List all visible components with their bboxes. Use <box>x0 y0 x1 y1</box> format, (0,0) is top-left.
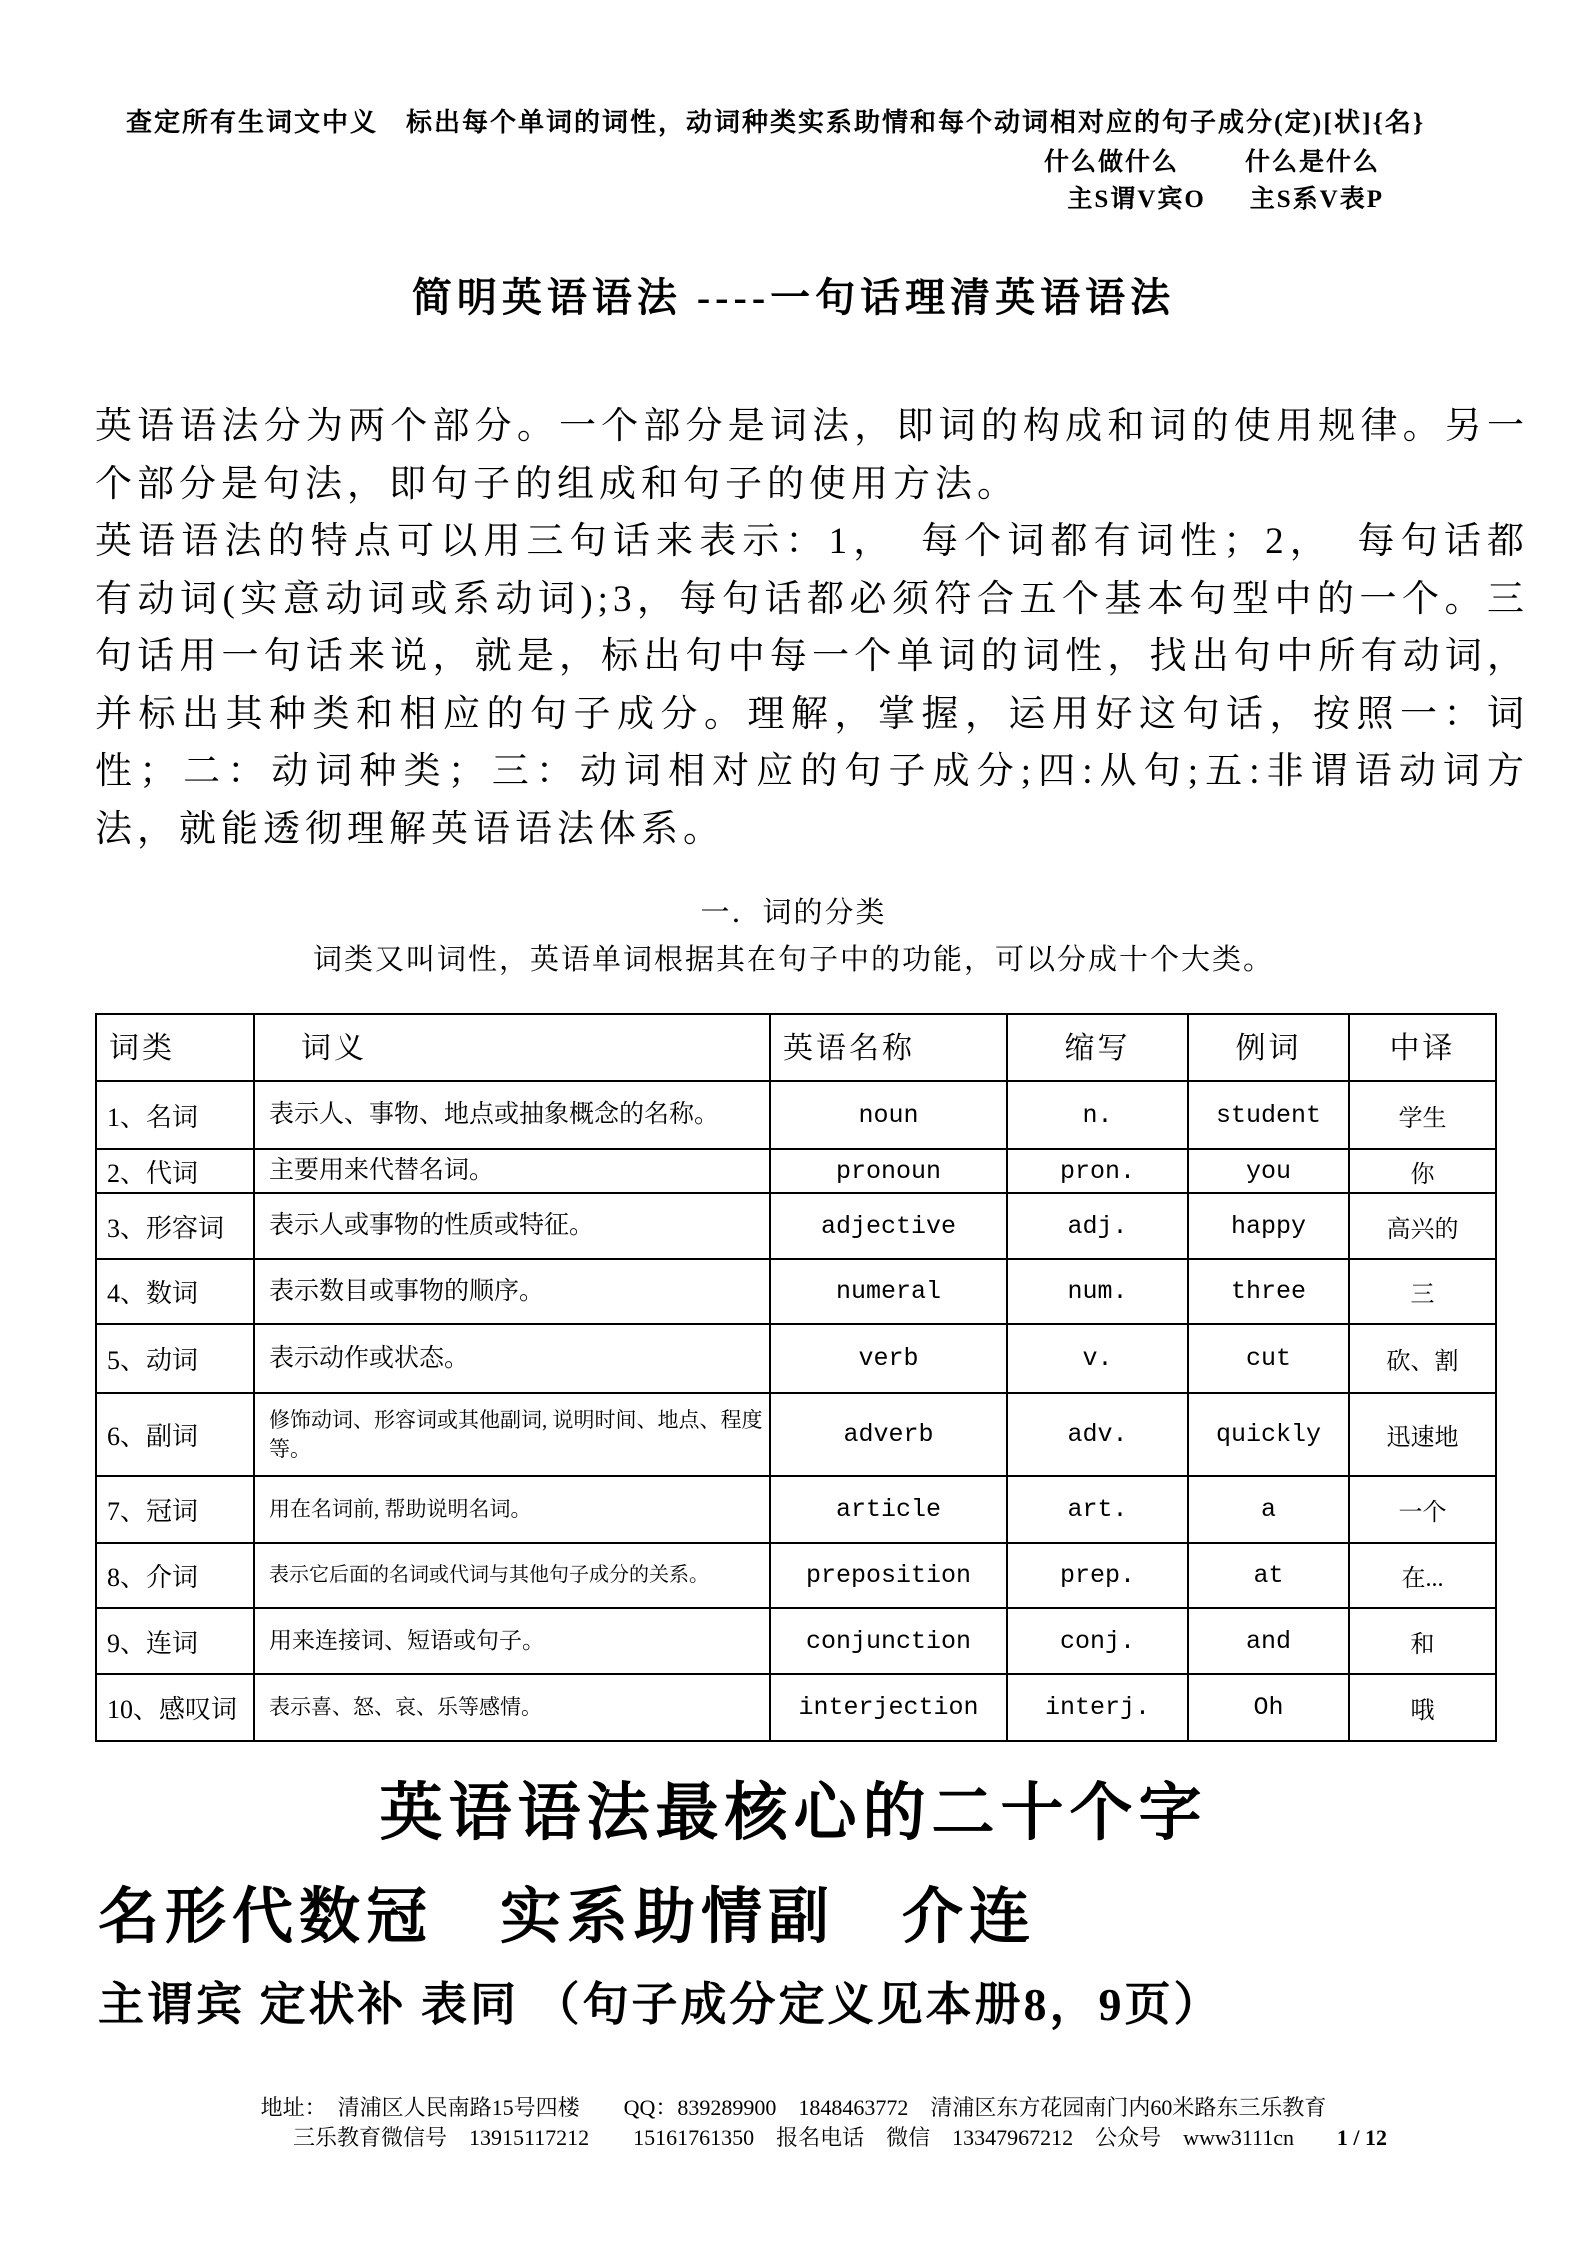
header-note-line2 <box>0 144 1587 181</box>
table-cell: a <box>1188 1476 1349 1543</box>
table-row <box>96 1608 1496 1674</box>
table-cell: 10、感叹词 <box>96 1674 254 1741</box>
table-cell: 和 <box>1349 1608 1496 1674</box>
table-cell: at <box>1188 1543 1349 1608</box>
page-number: 1 / 12 <box>1336 2125 1387 2150</box>
table-cell: 迅速地 <box>1349 1393 1496 1476</box>
table-cell: 表示数目或事物的顺序。 <box>254 1259 770 1324</box>
header-note <box>0 102 1587 218</box>
table-cell: and <box>1188 1608 1349 1674</box>
column-header: 中译 <box>1349 1014 1496 1081</box>
table-cell: adverb <box>770 1393 1007 1476</box>
table-cell: adj. <box>1007 1193 1188 1259</box>
table-cell: 用在名词前, 帮助说明名词。 <box>254 1476 770 1543</box>
table-row <box>96 1393 1496 1476</box>
table-cell: happy <box>1188 1193 1349 1259</box>
table-cell: 9、连词 <box>96 1608 254 1674</box>
table-row <box>96 1324 1496 1393</box>
table-cell: conj. <box>1007 1608 1188 1674</box>
table-cell: student <box>1188 1081 1349 1149</box>
section-subheading: 词类又叫词性，英语单词根据其在句子中的功能，可以分成十个大类。 <box>312 944 1274 976</box>
column-header: 例词 <box>1188 1014 1349 1081</box>
table-cell: n. <box>1007 1081 1188 1149</box>
table-row <box>96 1193 1496 1259</box>
table-cell: v. <box>1007 1324 1188 1393</box>
column-header: 缩写 <box>1007 1014 1188 1081</box>
table-cell: adv. <box>1007 1393 1188 1476</box>
table-cell: 你 <box>1349 1149 1496 1193</box>
header-note-line1: 查定所有生词文中义 标出每个单词的词性，动词种类实系助情和每个动词相对应的句子成分(定)[状]{名} <box>126 108 1426 137</box>
table-cell: 学生 <box>1349 1081 1496 1149</box>
table-cell: 4、数词 <box>96 1259 254 1324</box>
table-cell: 6、副词 <box>96 1393 254 1476</box>
core-words-line: 名形代数冠 实系助情副 介连 <box>98 1884 1037 1951</box>
table-cell: noun <box>770 1081 1007 1149</box>
header-note-what-is: 什么是什么 <box>1244 149 1380 176</box>
header-note-svo: 主S谓V宾O <box>1067 186 1206 213</box>
table-cell: 表示人、事物、地点或抽象概念的名称。 <box>254 1081 770 1149</box>
table-cell: Oh <box>1188 1674 1349 1741</box>
table-cell: 2、代词 <box>96 1149 254 1193</box>
table-row <box>96 1476 1496 1543</box>
column-header: 词类 <box>96 1014 254 1081</box>
table-cell: adjective <box>770 1193 1007 1259</box>
footer-contact: 三乐教育微信号 13915117212 15161761350 报名电话 微信 13347967212 公众号 www3111cn <box>293 2125 1294 2150</box>
page-footer <box>0 2093 1587 2153</box>
section-heading: 一．词的分类 <box>700 897 887 929</box>
table-cell: 主要用来代替名词。 <box>254 1149 770 1193</box>
table-cell: 修饰动词、形容词或其他副词, 说明时间、地点、程度等。 <box>254 1393 770 1476</box>
table-row <box>96 1149 1496 1193</box>
table-body <box>96 1081 1496 1741</box>
core-heading: 英语语法最核心的二十个字 <box>379 1778 1208 1848</box>
table-cell: 表示它后面的名词或代词与其他句子成分的关系。 <box>254 1543 770 1608</box>
table-cell: article <box>770 1476 1007 1543</box>
table-cell: 8、介词 <box>96 1543 254 1608</box>
table-cell: quickly <box>1188 1393 1349 1476</box>
table-cell: 三 <box>1349 1259 1496 1324</box>
table-cell: 高兴的 <box>1349 1193 1496 1259</box>
table-cell: 哦 <box>1349 1674 1496 1741</box>
page-title: 简明英语语法 ----一句话理清英语语法 <box>411 275 1176 320</box>
table-row <box>96 1543 1496 1608</box>
header-note-svp: 主S系V表P <box>1249 186 1384 213</box>
table-row <box>96 1674 1496 1741</box>
footer-address: 地址： 清浦区人民南路15号四楼 QQ：839289900 1848463772 清浦区东方花园南门内60米路东三乐教育 <box>260 2095 1327 2120</box>
table-cell: you <box>1188 1149 1349 1193</box>
table-cell: prep. <box>1007 1543 1188 1608</box>
intro-paragraph-1: 英语语法分为两个部分。一个部分是词法，即词的构成和词的使用规律。另一个部分是句法，即句子的组成和句子的使用方法。 <box>95 406 1529 505</box>
table-header-row <box>96 1014 1496 1081</box>
table-cell: 表示喜、怒、哀、乐等感情。 <box>254 1674 770 1741</box>
table-cell: numeral <box>770 1259 1007 1324</box>
intro-paragraph-2: 英语语法的特点可以用三句话来表示：1， 每个词都有词性；2， 每句话都有动词(实意动词或系动词);3，每句话都必须符合五个基本句型中的一个。三句话用一句话来说，就是，标出句中每一个单词的词性，找出句中所有动词，并标出其种类和相应的句子成分。理解，掌握，运用好这句话，按照一：词性；二：动词种类；三：动词相对应的句子成分;四:从句;五:非谓语动词方法，就能透彻理解英语语法体系。 <box>95 521 1529 850</box>
table-cell: pron. <box>1007 1149 1188 1193</box>
table-cell: 用来连接词、短语或句子。 <box>254 1608 770 1674</box>
table-cell: preposition <box>770 1543 1007 1608</box>
table-cell: 3、形容词 <box>96 1193 254 1259</box>
table-cell: 砍、割 <box>1349 1324 1496 1393</box>
header-note-line3 <box>0 181 1587 218</box>
table-row <box>96 1259 1496 1324</box>
parts-of-speech-table <box>95 1013 1497 1742</box>
footer-contact-line <box>0 2123 1587 2153</box>
table-cell: art. <box>1007 1476 1188 1543</box>
table-cell: 一个 <box>1349 1476 1496 1543</box>
table-cell: 表示动作或状态。 <box>254 1324 770 1393</box>
table-cell: interjection <box>770 1674 1007 1741</box>
table-row <box>96 1081 1496 1149</box>
table-cell: 5、动词 <box>96 1324 254 1393</box>
table-cell: conjunction <box>770 1608 1007 1674</box>
core-components-line: 主谓宾 定状补 表同 （句子成分定义见本册8，9页） <box>98 1979 1223 2030</box>
table-cell: 在... <box>1349 1543 1496 1608</box>
table-cell: verb <box>770 1324 1007 1393</box>
table-cell: 1、名词 <box>96 1081 254 1149</box>
table-cell: 7、冠词 <box>96 1476 254 1543</box>
intro-text <box>95 398 1529 858</box>
table-cell: interj. <box>1007 1674 1188 1741</box>
table-cell: 表示人或事物的性质或特征。 <box>254 1193 770 1259</box>
table-cell: cut <box>1188 1324 1349 1393</box>
table-cell: pronoun <box>770 1149 1007 1193</box>
column-header: 词义 <box>254 1014 770 1081</box>
column-header: 英语名称 <box>770 1014 1007 1081</box>
section-heading-block <box>0 890 1587 984</box>
table-cell: num. <box>1007 1259 1188 1324</box>
header-note-what-does: 什么做什么 <box>1043 149 1179 176</box>
table-cell: three <box>1188 1259 1349 1324</box>
